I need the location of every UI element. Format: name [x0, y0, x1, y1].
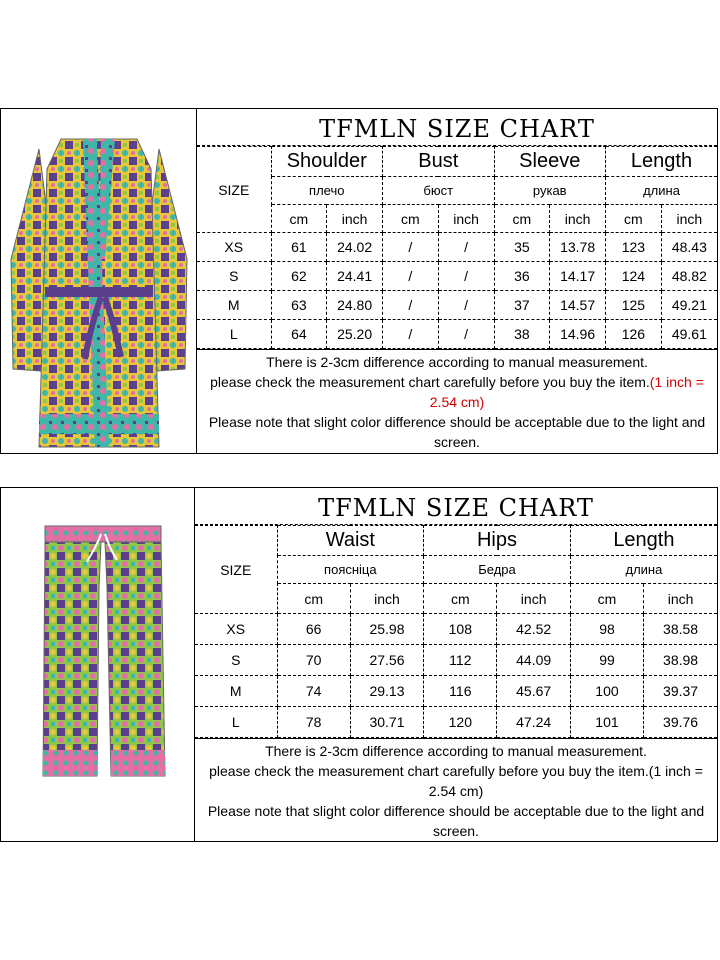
- note-check: [203, 372, 711, 412]
- length-ru: длина: [606, 177, 718, 205]
- chart-title: TFMLN SIZE CHART: [195, 488, 717, 525]
- value-cell: 101: [570, 707, 643, 738]
- value-cell: /: [438, 262, 494, 291]
- unit-cell: cm: [606, 205, 662, 233]
- value-cell: 108: [424, 614, 497, 645]
- table-row: [195, 676, 717, 707]
- kimono-size-panel: [0, 108, 718, 454]
- value-cell: 78: [277, 707, 350, 738]
- unit-cell: cm: [277, 584, 350, 614]
- value-cell: 99: [570, 645, 643, 676]
- value-cell: 126: [606, 320, 662, 349]
- length-header: Length: [606, 147, 718, 177]
- table-row: [197, 262, 717, 291]
- bust-ru: бюст: [383, 177, 495, 205]
- value-cell: 66: [277, 614, 350, 645]
- value-cell: 38: [494, 320, 550, 349]
- size-cell: L: [195, 707, 277, 738]
- unit-cell: inch: [438, 205, 494, 233]
- hips-header: Hips: [424, 526, 571, 556]
- table-row: [197, 291, 717, 320]
- unit-cell: inch: [327, 205, 383, 233]
- kimono-illustration: [1, 109, 197, 455]
- pants-image: [1, 488, 195, 841]
- kimono-size-table: [197, 146, 717, 349]
- value-cell: 38.98: [644, 645, 717, 676]
- unit-cell: cm: [424, 584, 497, 614]
- unit-cell: cm: [271, 205, 327, 233]
- note-color: Please note that slight color difference should be acceptable due to the light and screen.: [207, 803, 705, 839]
- pants-size-panel: [0, 487, 718, 842]
- value-cell: 44.09: [497, 645, 570, 676]
- note-difference: There is 2-3cm difference according to manual measurement.: [265, 743, 647, 759]
- value-cell: 14.17: [550, 262, 606, 291]
- value-cell: 48.82: [661, 262, 717, 291]
- size-cell: L: [197, 320, 271, 349]
- value-cell: 39.76: [644, 707, 717, 738]
- sleeve-ru: рукав: [494, 177, 606, 205]
- value-cell: 24.41: [327, 262, 383, 291]
- value-cell: 125: [606, 291, 662, 320]
- value-cell: 13.78: [550, 233, 606, 262]
- value-cell: 48.43: [661, 233, 717, 262]
- kimono-image: [1, 109, 197, 453]
- value-cell: 45.67: [497, 676, 570, 707]
- value-cell: 49.61: [661, 320, 717, 349]
- chart-title: TFMLN SIZE CHART: [197, 109, 717, 146]
- table-row: [197, 233, 717, 262]
- value-cell: 37: [494, 291, 550, 320]
- value-cell: 25.20: [327, 320, 383, 349]
- value-cell: 25.98: [350, 614, 423, 645]
- size-cell: S: [197, 262, 271, 291]
- size-cell: S: [195, 645, 277, 676]
- value-cell: 63: [271, 291, 327, 320]
- value-cell: 35: [494, 233, 550, 262]
- pants-illustration: [1, 488, 195, 843]
- shoulder-header: Shoulder: [271, 147, 383, 177]
- value-cell: 116: [424, 676, 497, 707]
- value-cell: 61: [271, 233, 327, 262]
- value-cell: 29.13: [350, 676, 423, 707]
- value-cell: 123: [606, 233, 662, 262]
- pants-size-chart: [195, 488, 717, 841]
- value-cell: 100: [570, 676, 643, 707]
- note-conversion: (1 inch = 2.54 cm): [429, 374, 704, 410]
- pants-size-table: [195, 525, 717, 738]
- size-cell: XS: [197, 233, 271, 262]
- value-cell: /: [383, 291, 439, 320]
- note-check: please check the measurement chart carefully before you buy the item.(1 inch = 2.54 cm): [209, 763, 703, 799]
- unit-cell: inch: [661, 205, 717, 233]
- unit-cell: cm: [494, 205, 550, 233]
- size-cell: M: [197, 291, 271, 320]
- value-cell: /: [383, 233, 439, 262]
- notes: [197, 349, 717, 452]
- value-cell: 14.96: [550, 320, 606, 349]
- unit-cell: inch: [644, 584, 717, 614]
- value-cell: 124: [606, 262, 662, 291]
- unit-cell: inch: [550, 205, 606, 233]
- table-row: [195, 645, 717, 676]
- size-header: SIZE: [197, 147, 271, 233]
- kimono-size-chart: [197, 109, 717, 453]
- length-ru: длина: [570, 556, 717, 584]
- value-cell: 64: [271, 320, 327, 349]
- value-cell: 38.58: [644, 614, 717, 645]
- value-cell: 14.57: [550, 291, 606, 320]
- value-cell: 98: [570, 614, 643, 645]
- size-cell: XS: [195, 614, 277, 645]
- unit-cell: cm: [383, 205, 439, 233]
- value-cell: 24.80: [327, 291, 383, 320]
- value-cell: 120: [424, 707, 497, 738]
- size-cell: M: [195, 676, 277, 707]
- note-check-text: please check the measurement chart carefully before you buy the item.: [210, 374, 650, 390]
- table-row: [195, 614, 717, 645]
- value-cell: /: [383, 262, 439, 291]
- hips-ru: Бедра: [424, 556, 571, 584]
- value-cell: /: [438, 320, 494, 349]
- shoulder-ru: плечо: [271, 177, 383, 205]
- value-cell: /: [438, 291, 494, 320]
- notes: [195, 738, 717, 841]
- unit-cell: inch: [497, 584, 570, 614]
- unit-cell: cm: [570, 584, 643, 614]
- value-cell: 70: [277, 645, 350, 676]
- value-cell: /: [383, 320, 439, 349]
- unit-cell: inch: [350, 584, 423, 614]
- value-cell: 112: [424, 645, 497, 676]
- value-cell: 47.24: [497, 707, 570, 738]
- value-cell: 74: [277, 676, 350, 707]
- sleeve-header: Sleeve: [494, 147, 606, 177]
- table-row: [195, 707, 717, 738]
- size-header: SIZE: [195, 526, 277, 614]
- note-color: Please note that slight color difference should be acceptable due to the light and screen.: [208, 414, 706, 450]
- waist-ru: пояснiца: [277, 556, 424, 584]
- value-cell: 27.56: [350, 645, 423, 676]
- value-cell: 39.37: [644, 676, 717, 707]
- value-cell: 42.52: [497, 614, 570, 645]
- length-header: Length: [570, 526, 717, 556]
- waist-header: Waist: [277, 526, 424, 556]
- value-cell: 36: [494, 262, 550, 291]
- value-cell: 49.21: [661, 291, 717, 320]
- value-cell: 62: [271, 262, 327, 291]
- value-cell: 24.02: [327, 233, 383, 262]
- note-difference: There is 2-3cm difference according to manual measurement.: [266, 354, 648, 370]
- table-row: [197, 320, 717, 349]
- value-cell: /: [438, 233, 494, 262]
- bust-header: Bust: [383, 147, 495, 177]
- value-cell: 30.71: [350, 707, 423, 738]
